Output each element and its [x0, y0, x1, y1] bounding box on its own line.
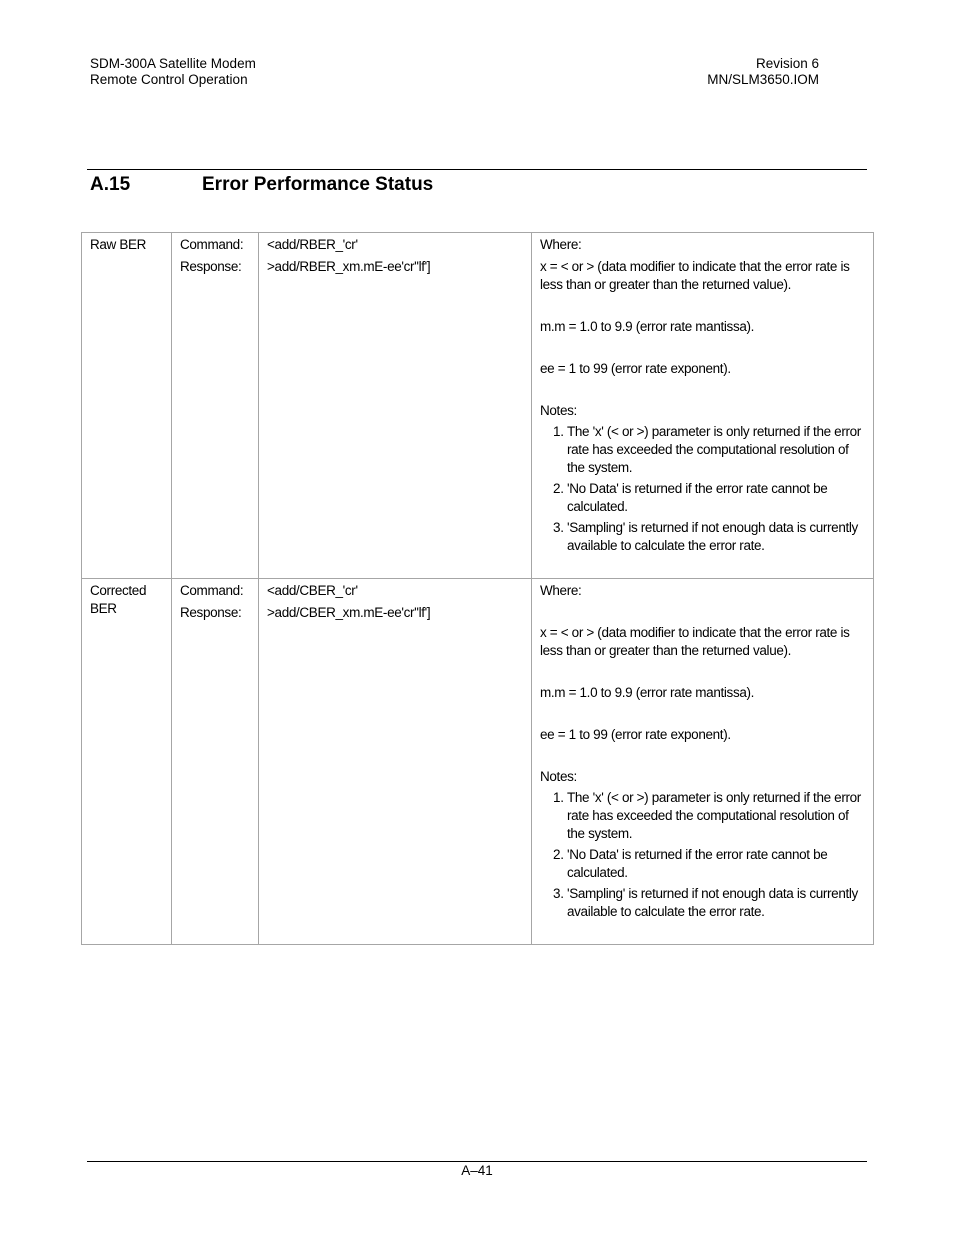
notes-label: Notes: [540, 769, 577, 784]
command-label: Command: [180, 237, 244, 252]
note-item: 3. 'Sampling' is returned if not enough data is currently available to calculate the error rate. [567, 885, 865, 921]
note-item: 1. The 'x' (< or >) parameter is only returned if the error rate has exceeded the computational resolution of the system. [567, 789, 865, 843]
parameter-name: Corrected BER [90, 583, 147, 616]
notes-label: Notes: [540, 403, 577, 418]
note-item: 1. The 'x' (< or >) parameter is only returned if the error rate has exceeded the computational resolution of the system. [567, 423, 865, 477]
command-label: Command: [180, 583, 244, 598]
response-syntax: >add/CBER_xm.mE-ee'cr''lf'] [267, 605, 431, 620]
header-left [90, 56, 256, 88]
syntax-cell [259, 579, 532, 945]
syntax-cell [259, 233, 532, 579]
note-item: 3. 'Sampling' is returned if not enough data is currently available to calculate the error rate. [567, 519, 865, 555]
note-item: 2. 'No Data' is returned if the error rate cannot be calculated. [567, 846, 865, 882]
response-label: Response: [180, 259, 242, 274]
section-divider [87, 169, 867, 170]
label-cell [172, 233, 259, 579]
command-syntax: <add/RBER_'cr' [267, 237, 358, 252]
page-number: A–41 [461, 1163, 493, 1178]
mantissa-description: m.m = 1.0 to 9.9 (error rate mantissa). [540, 685, 755, 700]
command-table [81, 232, 874, 945]
header-doc-number: MN/SLM3650.IOM [707, 72, 819, 87]
table-row [82, 579, 874, 945]
header-right [707, 56, 819, 88]
x-description: x = < or > (data modifier to indicate that the error rate is less than or greater than the returned value). [540, 259, 850, 292]
where-label: Where: [540, 237, 582, 252]
where-label: Where: [540, 583, 582, 598]
parameter-name: Raw BER [90, 237, 147, 252]
label-cell [172, 579, 259, 945]
response-syntax: >add/RBER_xm.mE-ee'cr''lf'] [267, 259, 431, 274]
header-product: SDM-300A Satellite Modem [90, 56, 256, 71]
footer-divider [87, 1161, 867, 1162]
mantissa-description: m.m = 1.0 to 9.9 (error rate mantissa). [540, 319, 755, 334]
note-item: 2. 'No Data' is returned if the error rate cannot be calculated. [567, 480, 865, 516]
table-row [82, 233, 874, 579]
header-revision: Revision 6 [755, 56, 819, 71]
section-title: Error Performance Status [202, 174, 434, 195]
response-label: Response: [180, 605, 242, 620]
x-description: x = < or > (data modifier to indicate that the error rate is less than or greater than the returned value). [540, 625, 850, 658]
notes-list [540, 789, 865, 921]
description-cell [532, 579, 874, 945]
description-cell [532, 233, 874, 579]
parameter-cell [82, 579, 172, 945]
section-number: A.15 [90, 174, 131, 195]
command-syntax: <add/CBER_'cr' [267, 583, 358, 598]
exponent-description: ee = 1 to 99 (error rate exponent). [540, 361, 731, 376]
notes-list [540, 423, 865, 555]
parameter-cell [82, 233, 172, 579]
header-chapter: Remote Control Operation [90, 72, 248, 87]
exponent-description: ee = 1 to 99 (error rate exponent). [540, 727, 731, 742]
